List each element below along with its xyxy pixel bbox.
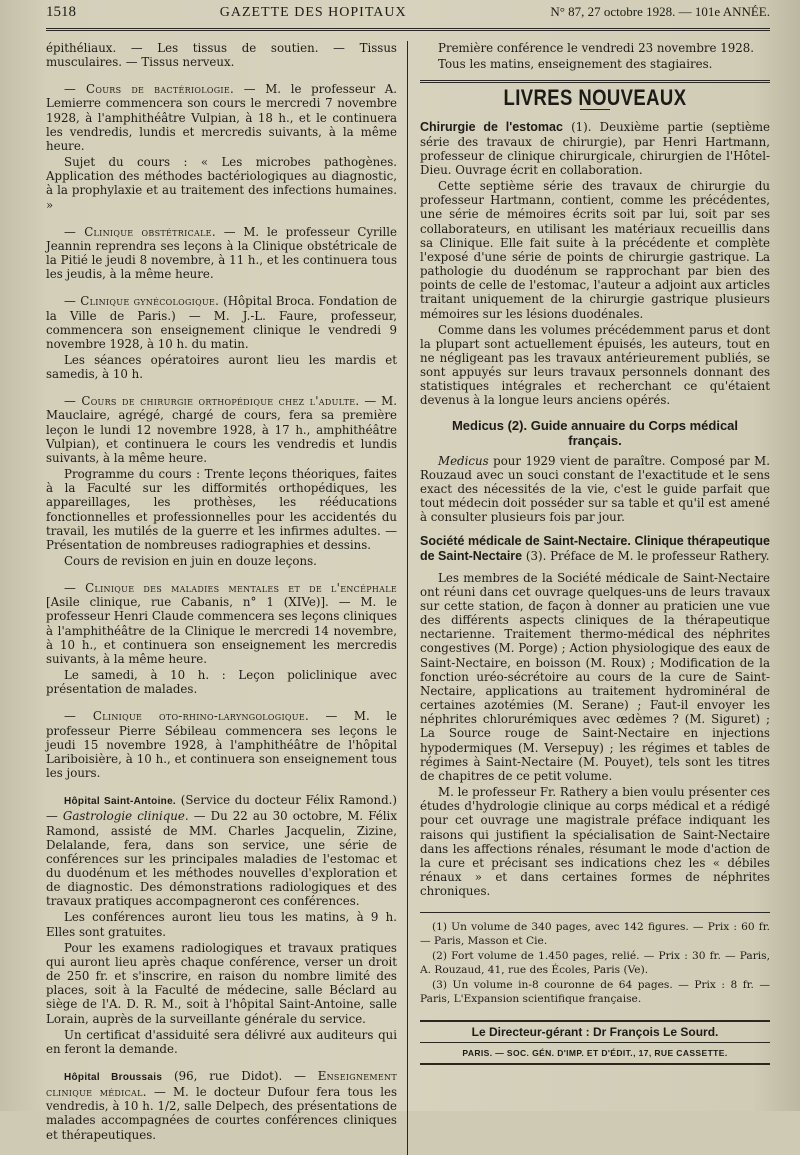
- notice-text: — M. le professeur A. Lemierre commencera son cours le mercredi 7 novembre 1928, à l'amphithéâtre Vulpian, à 18 h., et le continuera les vendredis, lundis et mercredis suivants, à la même heure.: [46, 82, 398, 153]
- notice-text: Programme du cours : Trente leçons théoriques, faites à la Faculté sur les difformités orthopédiques, les appareillages, les prothèses, les rééducations fonctionnelles et professionnelles pour les accidentés du travail, les mutilés de la guerre et les infirmes adultes. — Présentation de nombreuses radiographies et dessins.: [46, 467, 397, 552]
- notice-text: Les séances opératoires auront lieu les mardis et samedis, à 10 h.: [46, 352, 397, 382]
- notice-text: Le samedi, à 10 h. : Leçon policlinique avec présentation de malades.: [46, 668, 397, 697]
- notice-text: épithéliaux. — Les tissus de soutien. — Tissus musculaires. — Tissus nerveux.: [46, 41, 397, 70]
- notice-heading: — Cours de bactériologie.: [64, 82, 235, 97]
- notice-heading: — Clinique gynécologique.: [64, 294, 220, 309]
- notice-text: Sujet du cours : « Les microbes pathogènes. Application des méthodes bactériologiques au diagnostic, à la prophylaxie et au traitement des infections humaines. »: [46, 155, 397, 212]
- notice-text: Tous les matins, enseignement des stagiaires.: [438, 57, 713, 72]
- printer-imprint: PARIS. — SOC. GÉN. D'IMP. ET D'ÉDIT., 17, RUE CASSETTE.: [420, 1046, 770, 1064]
- notice-bacteriology: [46, 82, 397, 211]
- notice-mental-diseases: [46, 581, 397, 696]
- book-description: Deuxième partie (septième série des travaux de chirurgie), par Henri Hartmann, professeur de clinique chirurgicale, chirurgien de l'Hôtel-Dieu. Ouvrage écrit en collaboration.: [420, 120, 771, 177]
- footnote: (1) Un volume de 340 pages, avec 142 figures. — Prix : 60 fr. — Paris, Masson et Cie.: [420, 921, 770, 947]
- book-review-medicus: [420, 454, 770, 525]
- notice-text: Les conférences auront lieu tous les matins, à 9 h. Elles sont gratuites.: [46, 910, 397, 939]
- review-text: Comme dans les volumes précédemment parus et dont la plupart sont actuellement épuisés, les auteurs, tout en ne négligeant pas les travaux antérieurement publiés, se sont appuyés sur leurs travaux personnels donnant des statistiques intégrales et recherchant ce qu'étaient devenus à la longue leurs anciens opérés.: [420, 322, 770, 408]
- notice-text: Cours de revision en juin en douze leçons.: [64, 554, 317, 568]
- notice-subheading: Enseignement clinique médical.: [46, 1069, 397, 1100]
- journal-title: GAZETTE DES HOPITAUX: [219, 5, 407, 20]
- notice-text: (Service du docteur Félix Ramond.) —: [46, 793, 397, 824]
- notice-heading: Hôpital Saint-Antoine.: [64, 796, 177, 808]
- notice-italic: Gastrologie clinique.: [62, 809, 189, 824]
- book-title: Medicus (2). Guide annuaire du Corps médical français.: [451, 417, 739, 448]
- right-column: [407, 41, 770, 1155]
- notice-text: Un certificat d'assiduité sera délivré aux auditeurs qui en feront la demande.: [46, 1027, 397, 1056]
- book-description: (3). Préface de M. le professeur Rathery.: [525, 548, 770, 563]
- notice-obstetrics: [46, 225, 397, 282]
- review-text: pour 1929 vient de paraître. Composé par M. Rouzaud avec un souci constant de l'exactitude et le sens exact des nécessités de la vie, c'est le guide parfait que tout médecin doit posséder sur sa table et qu'il est amené à consulter plusieurs fois par jour.: [420, 453, 771, 525]
- book-title: Société médicale de Saint-Nectaire. Clinique thérapeutique de Saint-Nectaire: [420, 534, 770, 563]
- notice-heading: Hôpital Broussais: [64, 1072, 163, 1083]
- notice-text: — M. le professeur Pierre Sébileau commencera ses leçons le jeudi 15 novembre 1928, à l'amphithéâtre de l'hôpital Lariboisière, à 10 h., et continuera son enseignement tous les jours.: [46, 709, 397, 781]
- notice-text: — M. Mauclaire, agrégé, chargé de cours, fera sa première leçon le lundi 12 novembre 1928, à 17 h., amphithéâtre Vulpian), et continuera le cours les vendredis et lundis suivants, à la même heure.: [46, 394, 397, 465]
- notice-otorhinolaryngology: [46, 709, 397, 780]
- article-columns: [46, 41, 770, 1155]
- notice-text: — M. le docteur Dufour fera tous les vendredis, à 10 h. 1/2, salle Delpech, des présentations de malades accompagnées de courtes conférences cliniques et thérapeutiques.: [46, 1085, 398, 1142]
- notice-text: (96, rue Didot). —: [174, 1069, 306, 1083]
- footnote-ref: (1).: [571, 120, 592, 135]
- notice-text: (Hôpital Broca. Fondation de la Ville de Paris.) — M. J.-L. Faure, professeur, commencera son enseignement clinique le vendredi 9 novembre 1928, à 10 h. du matin.: [46, 294, 398, 351]
- review-text: M. le professeur Fr. Rathery a bien voulu présenter ces études d'hydrologie clinique au corps médical et a rédigé pour cet ouvrage une magistrale préface indiquant les raisons qui justifient la spécialisation de Saint-Nectaire dans les affections rénales, résumant le mode d'action de la cure et précisant ses indications chez les « débiles rénaux » et dans certaines formes de néphrites chroniques.: [420, 785, 770, 899]
- book-review-saint-nectaire: [420, 534, 770, 898]
- footnote: (2) Fort volume de 1.450 pages, relié. — Prix : 30 fr. — Paris, A. Rouzaud, 41, rue des Écoles, Paris (Ve).: [420, 950, 770, 976]
- issue-info: N° 87, 27 octobre 1928. — 101e ANNÉE.: [550, 4, 770, 19]
- section-title: LIVRES NOUVEAUX: [503, 85, 687, 111]
- notice-text: [Asile clinique, rue Cabanis, n° 1 (XIVe)]. — M. le professeur Henri Claude commencera ses leçons cliniques à l'amphithéâtre de la Clinique le mercredi 14 novembre, à 10 h., et continuera son enseignement les mercredis suivants, à la même heure.: [46, 595, 397, 666]
- left-column: [46, 41, 407, 1155]
- review-text: Cette septième série des travaux de chirurgie du professeur Hartmann, contient, comme les précédentes, une série de mémoires écrits soit par lui, soit par ses collaborateurs, en utilisant les matériaux recueillis dans sa Clinique. Elle fait suite à la précédente et complète l'exposé d'une série de points de chirurgie gastrique. La pathologie du duodénum se rapprochant par bien des points de celle de l'estomac, l'auteur a adjoint aux articles traitant uniquement de la chirurgie gastrique plusieurs mémoires sur les lésions duodénales.: [420, 179, 770, 321]
- notice-heading: — Clinique des maladies mentales et de l'encéphale: [64, 581, 397, 596]
- notice-text: Pour les examens radiologiques et travaux pratiques qui auront lieu après chaque conférence, verser un droit de 250 fr. et s'inscrire, en raison du nombre limité des places, soit à la Faculté de médecine, salle Béclard au siège de l'A. D. R. M., soit à l'hôpital Saint-Antoine, salle Lorain, auprès de la surveillante générale du service.: [46, 940, 397, 1026]
- notice-text: Première conférence le vendredi 23 novembre 1928.: [438, 41, 755, 55]
- director-signature: Le Directeur-gérant : Dr François Le Sourd.: [420, 1020, 770, 1043]
- notice-text: — M. le professeur Cyrille Jeannin reprendra ses leçons à la Clinique obstétricale de la Pitié le jeudi 8 novembre, à 11 h., et les continuera tous les jeudis, à la même heure.: [46, 224, 397, 282]
- notice-broussais: [46, 1069, 397, 1142]
- notice-heading: — Cours de chirurgie orthopédique chez l'adulte.: [64, 394, 360, 409]
- notice-heading: — Clinique oto-rhino-laryngologique.: [64, 709, 310, 724]
- notice-heading: — Clinique obstétricale.: [64, 224, 216, 239]
- notice-orthopedics: [46, 394, 397, 568]
- footnotes: [420, 912, 770, 1006]
- review-text: Les membres de la Société médicale de Saint-Nectaire ont réuni dans cet ouvrage quelques-uns de leurs travaux sur cette station, de façon à donner au praticien une vue des différents aspects cliniques de la thérapeutique nectarienne. Traitement thermo-médical des néphrites congestives (M. Porge) ; Action physiologique des eaux de Saint-Nectaire, en boisson (M. Roux) ; Modification de la fonction uréo-sécrétoire au cours de la cure de Saint-Nectaire, applications au traitement hydrominéral de certaines azotémies (M. Serane) ; Faut-il envoyer les néphrites chlorurémiques avec œdèmes ? (M. Siguret) ; La Source rouge de Saint-Nectaire en injections hypodermiques (M. Versepuy) ; les régimes et tables de régimes à Saint-Nectaire (M. Pouyet), tels sont les titres de chapitres de ce petit volume.: [420, 570, 770, 783]
- running-head: [46, 4, 770, 31]
- section-divider: [420, 80, 770, 83]
- footnote: (3) Un volume in-8 couronne de 64 pages. — Prix : 8 fr. — Paris, L'Expansion scientifique française.: [420, 979, 770, 1005]
- book-italic: Medicus: [438, 453, 489, 468]
- notice-text: — Du 22 au 30 octobre, M. Félix Ramond, assisté de MM. Charles Jacquelin, Zizine, Delalande, fera, dans son service, une série de conférences sur les principales maladies de l'estomac et du duodénum et les méthodes nouvelles d'exploration et de diagnostic. Des démonstrations radiologiques et des travaux pratiques accompagneront ces conférences.: [46, 809, 397, 909]
- book-title: Chirurgie de l'estomac: [420, 120, 563, 135]
- book-review-stomach-surgery: [420, 120, 770, 407]
- notice-gynecology: [46, 294, 397, 381]
- page-number: 1518: [46, 4, 76, 20]
- notice-saint-antoine: [46, 793, 397, 1056]
- notice-tissues: [46, 41, 397, 69]
